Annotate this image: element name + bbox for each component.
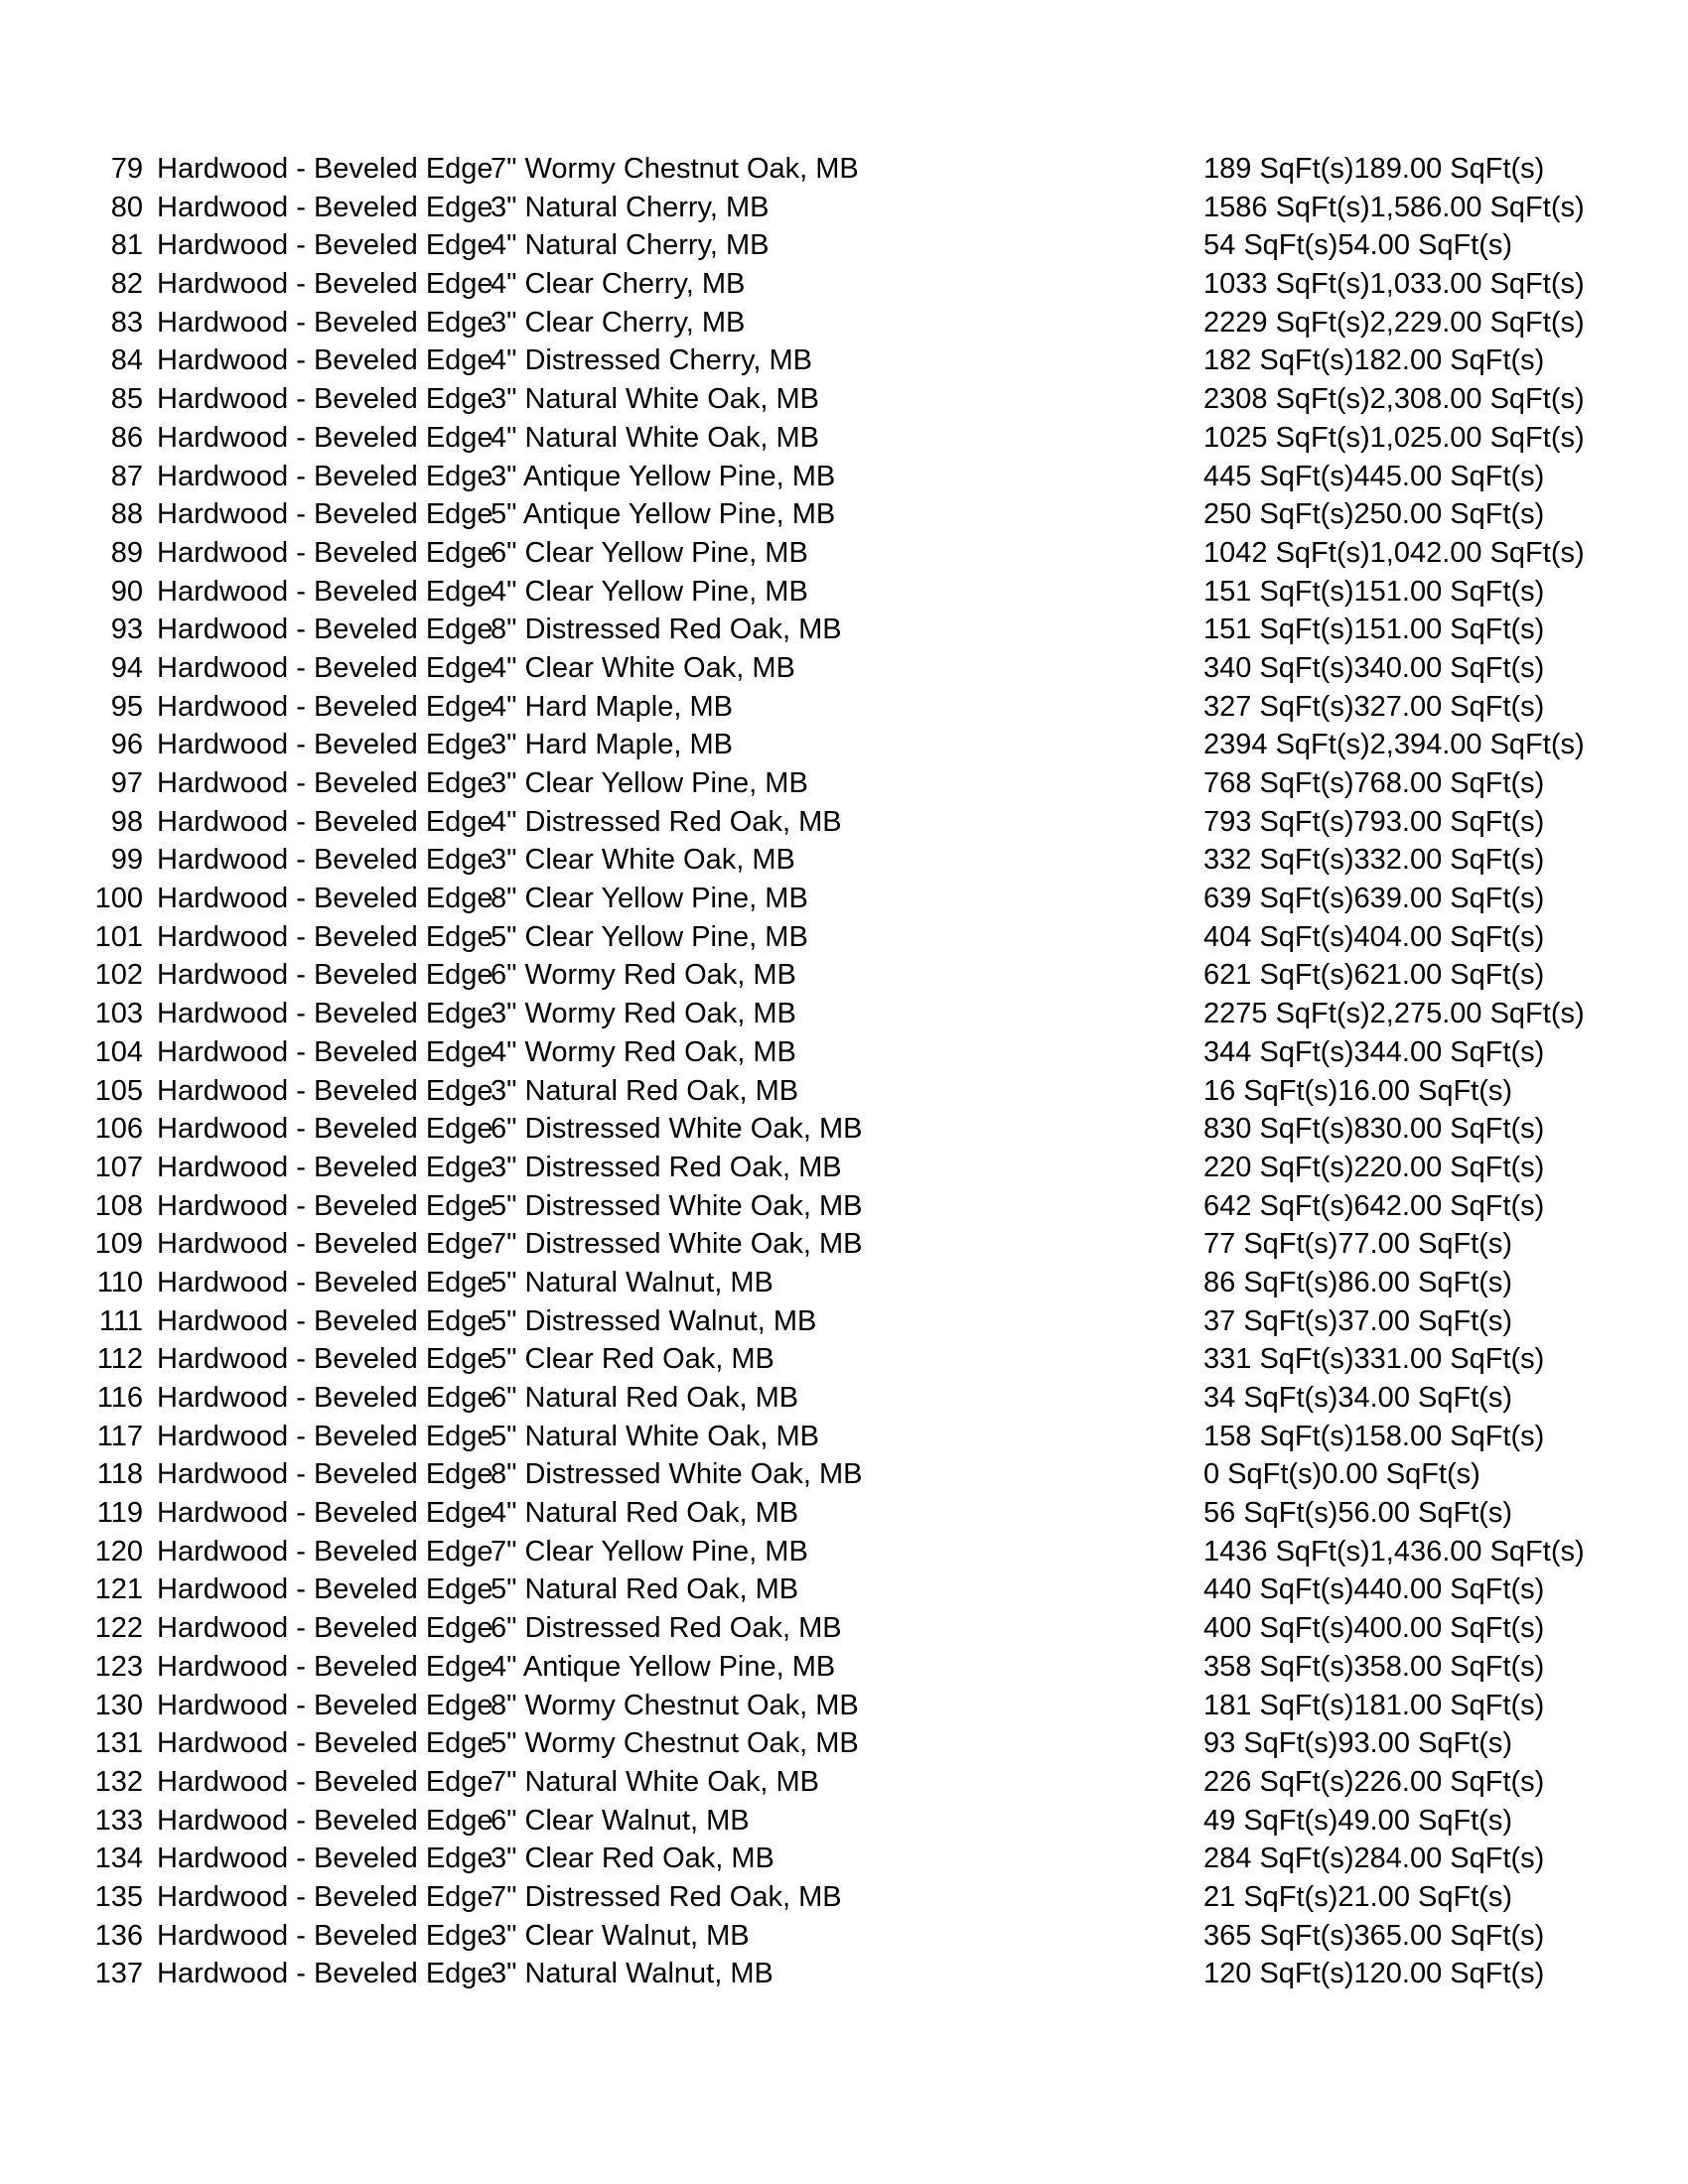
row-description: 8" Distressed Red Oak, MB: [491, 614, 842, 646]
row-number: 81: [110, 229, 143, 262]
row-category: Hardwood - Beveled Edge: [157, 1035, 493, 1068]
row-category: Hardwood - Beveled Edge: [157, 1804, 493, 1837]
row-number: 112: [96, 1343, 143, 1376]
row-quantity: 21 SqFt(s)21.00 SqFt(s): [1203, 1880, 1513, 1913]
row-description: 4" Distressed Cherry, MB: [491, 344, 812, 377]
row-description: 7" Distressed Red Oak, MB: [491, 1880, 842, 1913]
table-row: [0, 573, 1688, 612]
row-quantity: 1042 SqFt(s)1,042.00 SqFt(s): [1203, 536, 1585, 569]
row-description: 5" Distressed White Oak, MB: [491, 1189, 863, 1222]
row-number: 83: [110, 306, 143, 339]
row-quantity: 56 SqFt(s)56.00 SqFt(s): [1203, 1497, 1513, 1530]
row-number: 87: [110, 460, 143, 492]
table-row: [0, 880, 1688, 918]
row-number: 137: [94, 1958, 143, 1990]
table-row: [0, 611, 1688, 649]
row-number: 132: [94, 1765, 143, 1798]
row-category: Hardwood - Beveled Edge: [157, 1650, 493, 1683]
row-description: 6" Clear Yellow Pine, MB: [491, 536, 808, 569]
row-description: 7" Clear Yellow Pine, MB: [491, 1535, 808, 1568]
row-description: 3" Clear White Oak, MB: [491, 844, 795, 877]
row-number: 108: [94, 1189, 143, 1222]
table-row: [0, 265, 1688, 304]
row-quantity: 220 SqFt(s)220.00 SqFt(s): [1203, 1151, 1545, 1183]
row-quantity: 639 SqFt(s)639.00 SqFt(s): [1203, 883, 1545, 915]
row-quantity: 151 SqFt(s)151.00 SqFt(s): [1203, 575, 1545, 608]
row-quantity: 49 SqFt(s)49.00 SqFt(s): [1203, 1804, 1513, 1837]
row-description: 3" Clear Red Oak, MB: [491, 1843, 774, 1875]
row-quantity: 621 SqFt(s)621.00 SqFt(s): [1203, 959, 1545, 992]
row-category: Hardwood - Beveled Edge: [157, 1727, 493, 1760]
row-number: 97: [110, 767, 143, 799]
row-description: 6" Clear Walnut, MB: [491, 1804, 750, 1837]
table-row: [0, 1418, 1688, 1456]
row-quantity: 2394 SqFt(s)2,394.00 SqFt(s): [1203, 729, 1585, 761]
table-row: [0, 1264, 1688, 1302]
table-row: [0, 341, 1688, 380]
row-number: 111: [98, 1304, 143, 1337]
table-row: [0, 841, 1688, 880]
row-number: 117: [96, 1420, 143, 1452]
row-category: Hardwood - Beveled Edge: [157, 1919, 493, 1952]
row-number: 109: [94, 1228, 143, 1261]
row-description: 5" Natural White Oak, MB: [491, 1420, 820, 1452]
row-quantity: 0 SqFt(s)0.00 SqFt(s): [1203, 1458, 1480, 1491]
row-category: Hardwood - Beveled Edge: [157, 344, 493, 377]
row-description: 4" Clear Cherry, MB: [491, 268, 746, 301]
table-row: [0, 1802, 1688, 1841]
row-number: 98: [110, 805, 143, 838]
row-category: Hardwood - Beveled Edge: [157, 844, 493, 877]
row-description: 5" Antique Yellow Pine, MB: [491, 498, 836, 531]
row-category: Hardwood - Beveled Edge: [157, 959, 493, 992]
row-category: Hardwood - Beveled Edge: [157, 1573, 493, 1606]
row-quantity: 400 SqFt(s)400.00 SqFt(s): [1203, 1612, 1545, 1645]
row-description: 4" Clear White Oak, MB: [491, 651, 795, 684]
table-row: [0, 534, 1688, 573]
row-quantity: 1033 SqFt(s)1,033.00 SqFt(s): [1203, 268, 1585, 301]
row-category: Hardwood - Beveled Edge: [157, 536, 493, 569]
row-description: 4" Antique Yellow Pine, MB: [491, 1650, 836, 1683]
row-category: Hardwood - Beveled Edge: [157, 998, 493, 1030]
row-category: Hardwood - Beveled Edge: [157, 1266, 493, 1298]
row-number: 121: [94, 1573, 143, 1606]
row-number: 123: [94, 1650, 143, 1683]
row-description: 4" Hard Maple, MB: [491, 690, 733, 723]
table-row: [0, 956, 1688, 995]
row-category: Hardwood - Beveled Edge: [157, 1535, 493, 1568]
table-row: [0, 726, 1688, 764]
row-category: Hardwood - Beveled Edge: [157, 767, 493, 799]
row-category: Hardwood - Beveled Edge: [157, 268, 493, 301]
row-description: 8" Distressed White Oak, MB: [491, 1458, 863, 1491]
row-quantity: 768 SqFt(s)768.00 SqFt(s): [1203, 767, 1545, 799]
row-quantity: 120 SqFt(s)120.00 SqFt(s): [1203, 1958, 1545, 1990]
row-description: 4" Natural White Oak, MB: [491, 421, 820, 454]
row-number: 134: [94, 1843, 143, 1875]
table-row: [0, 189, 1688, 227]
row-category: Hardwood - Beveled Edge: [157, 690, 493, 723]
table-row: [0, 1724, 1688, 1763]
row-number: 95: [110, 690, 143, 723]
row-category: Hardwood - Beveled Edge: [157, 883, 493, 915]
row-number: 106: [94, 1113, 143, 1146]
row-description: 6" Wormy Red Oak, MB: [491, 959, 796, 992]
row-description: 5" Clear Yellow Pine, MB: [491, 920, 808, 953]
row-category: Hardwood - Beveled Edge: [157, 229, 493, 262]
row-description: 4" Natural Cherry, MB: [491, 229, 770, 262]
table-row: [0, 1648, 1688, 1687]
row-category: Hardwood - Beveled Edge: [157, 1458, 493, 1491]
table-row: [0, 1917, 1688, 1956]
row-number: 136: [94, 1919, 143, 1952]
row-quantity: 830 SqFt(s)830.00 SqFt(s): [1203, 1113, 1545, 1146]
row-category: Hardwood - Beveled Edge: [157, 575, 493, 608]
row-category: Hardwood - Beveled Edge: [157, 1880, 493, 1913]
row-category: Hardwood - Beveled Edge: [157, 1113, 493, 1146]
table-row: [0, 1763, 1688, 1802]
row-number: 88: [110, 498, 143, 531]
row-quantity: 331 SqFt(s)331.00 SqFt(s): [1203, 1343, 1545, 1376]
table-row: [0, 1379, 1688, 1418]
row-description: 3" Clear Cherry, MB: [491, 306, 746, 339]
row-number: 133: [94, 1804, 143, 1837]
table-row: [0, 1687, 1688, 1725]
row-number: 89: [110, 536, 143, 569]
row-category: Hardwood - Beveled Edge: [157, 805, 493, 838]
row-quantity: 181 SqFt(s)181.00 SqFt(s): [1203, 1689, 1545, 1721]
row-category: Hardwood - Beveled Edge: [157, 1420, 493, 1452]
row-number: 82: [110, 268, 143, 301]
row-quantity: 189 SqFt(s)189.00 SqFt(s): [1203, 153, 1545, 185]
row-number: 80: [110, 191, 143, 223]
row-description: 3" Hard Maple, MB: [491, 729, 733, 761]
row-description: 4" Distressed Red Oak, MB: [491, 805, 842, 838]
table-row: [0, 764, 1688, 803]
row-description: 3" Natural White Oak, MB: [491, 383, 820, 416]
row-number: 94: [110, 651, 143, 684]
row-quantity: 86 SqFt(s)86.00 SqFt(s): [1203, 1266, 1513, 1298]
table-row: [0, 1609, 1688, 1648]
row-number: 103: [94, 998, 143, 1030]
row-description: 4" Clear Yellow Pine, MB: [491, 575, 808, 608]
row-quantity: 182 SqFt(s)182.00 SqFt(s): [1203, 344, 1545, 377]
row-quantity: 327 SqFt(s)327.00 SqFt(s): [1203, 690, 1545, 723]
row-quantity: 226 SqFt(s)226.00 SqFt(s): [1203, 1765, 1545, 1798]
row-description: 7" Wormy Chestnut Oak, MB: [491, 153, 859, 185]
row-quantity: 365 SqFt(s)365.00 SqFt(s): [1203, 1919, 1545, 1952]
table-row: [0, 1225, 1688, 1264]
row-description: 6" Distressed Red Oak, MB: [491, 1612, 842, 1645]
table-row: [0, 495, 1688, 534]
row-category: Hardwood - Beveled Edge: [157, 1958, 493, 1990]
row-number: 107: [94, 1151, 143, 1183]
row-number: 102: [94, 959, 143, 992]
table-row: [0, 1340, 1688, 1379]
row-number: 118: [96, 1458, 143, 1491]
row-number: 131: [94, 1727, 143, 1760]
row-quantity: 440 SqFt(s)440.00 SqFt(s): [1203, 1573, 1545, 1606]
row-number: 120: [94, 1535, 143, 1568]
row-description: 6" Natural Red Oak, MB: [491, 1382, 799, 1414]
table-row: [0, 1455, 1688, 1494]
row-quantity: 54 SqFt(s)54.00 SqFt(s): [1203, 229, 1513, 262]
row-number: 104: [94, 1035, 143, 1068]
row-quantity: 93 SqFt(s)93.00 SqFt(s): [1203, 1727, 1513, 1760]
row-quantity: 1025 SqFt(s)1,025.00 SqFt(s): [1203, 421, 1585, 454]
table-row: [0, 419, 1688, 458]
row-quantity: 2275 SqFt(s)2,275.00 SqFt(s): [1203, 998, 1585, 1030]
row-description: 3" Antique Yellow Pine, MB: [491, 460, 836, 492]
row-number: 99: [110, 844, 143, 877]
row-number: 135: [94, 1880, 143, 1913]
inventory-table: [0, 150, 1688, 1993]
row-description: 5" Natural Walnut, MB: [491, 1266, 774, 1298]
row-quantity: 158 SqFt(s)158.00 SqFt(s): [1203, 1420, 1545, 1452]
row-category: Hardwood - Beveled Edge: [157, 1612, 493, 1645]
table-row: [0, 1533, 1688, 1571]
row-category: Hardwood - Beveled Edge: [157, 1765, 493, 1798]
table-row: [0, 226, 1688, 265]
row-category: Hardwood - Beveled Edge: [157, 460, 493, 492]
table-row: [0, 1110, 1688, 1149]
row-quantity: 1436 SqFt(s)1,436.00 SqFt(s): [1203, 1535, 1585, 1568]
row-number: 85: [110, 383, 143, 416]
row-quantity: 2229 SqFt(s)2,229.00 SqFt(s): [1203, 306, 1585, 339]
row-quantity: 2308 SqFt(s)2,308.00 SqFt(s): [1203, 383, 1585, 416]
row-quantity: 16 SqFt(s)16.00 SqFt(s): [1203, 1074, 1513, 1107]
row-description: 3" Natural Walnut, MB: [491, 1958, 774, 1990]
row-category: Hardwood - Beveled Edge: [157, 1228, 493, 1261]
row-quantity: 332 SqFt(s)332.00 SqFt(s): [1203, 844, 1545, 877]
row-quantity: 404 SqFt(s)404.00 SqFt(s): [1203, 920, 1545, 953]
row-category: Hardwood - Beveled Edge: [157, 1843, 493, 1875]
row-description: 5" Distressed Walnut, MB: [491, 1304, 817, 1337]
row-description: 8" Clear Yellow Pine, MB: [491, 883, 808, 915]
row-category: Hardwood - Beveled Edge: [157, 1689, 493, 1721]
row-number: 79: [110, 153, 143, 185]
table-row: [0, 304, 1688, 342]
row-category: Hardwood - Beveled Edge: [157, 1382, 493, 1414]
row-description: 7" Distressed White Oak, MB: [491, 1228, 863, 1261]
row-category: Hardwood - Beveled Edge: [157, 421, 493, 454]
row-description: 5" Natural Red Oak, MB: [491, 1573, 799, 1606]
row-number: 96: [110, 729, 143, 761]
table-row: [0, 1072, 1688, 1111]
row-number: 101: [94, 920, 143, 953]
row-category: Hardwood - Beveled Edge: [157, 1074, 493, 1107]
table-row: [0, 1033, 1688, 1072]
table-row: [0, 918, 1688, 957]
table-row: [0, 150, 1688, 189]
row-description: 3" Natural Cherry, MB: [491, 191, 770, 223]
row-description: 4" Wormy Red Oak, MB: [491, 1035, 796, 1068]
row-category: Hardwood - Beveled Edge: [157, 614, 493, 646]
row-quantity: 250 SqFt(s)250.00 SqFt(s): [1203, 498, 1545, 531]
table-row: [0, 688, 1688, 727]
row-quantity: 445 SqFt(s)445.00 SqFt(s): [1203, 460, 1545, 492]
row-quantity: 793 SqFt(s)793.00 SqFt(s): [1203, 805, 1545, 838]
row-category: Hardwood - Beveled Edge: [157, 191, 493, 223]
row-category: Hardwood - Beveled Edge: [157, 651, 493, 684]
table-row: [0, 803, 1688, 842]
table-row: [0, 1149, 1688, 1187]
row-category: Hardwood - Beveled Edge: [157, 1189, 493, 1222]
row-quantity: 344 SqFt(s)344.00 SqFt(s): [1203, 1035, 1545, 1068]
table-row: [0, 380, 1688, 419]
row-category: Hardwood - Beveled Edge: [157, 1343, 493, 1376]
table-row: [0, 649, 1688, 688]
row-number: 86: [110, 421, 143, 454]
row-number: 130: [94, 1689, 143, 1721]
row-description: 4" Natural Red Oak, MB: [491, 1497, 799, 1530]
table-row: [0, 1955, 1688, 1993]
table-row: [0, 1302, 1688, 1341]
row-quantity: 37 SqFt(s)37.00 SqFt(s): [1203, 1304, 1513, 1337]
row-description: 5" Wormy Chestnut Oak, MB: [491, 1727, 859, 1760]
row-quantity: 77 SqFt(s)77.00 SqFt(s): [1203, 1228, 1513, 1261]
row-number: 90: [110, 575, 143, 608]
row-category: Hardwood - Beveled Edge: [157, 1304, 493, 1337]
row-description: 3" Clear Yellow Pine, MB: [491, 767, 808, 799]
row-number: 122: [94, 1612, 143, 1645]
row-description: 5" Clear Red Oak, MB: [491, 1343, 774, 1376]
row-category: Hardwood - Beveled Edge: [157, 383, 493, 416]
table-row: [0, 995, 1688, 1033]
table-row: [0, 1570, 1688, 1609]
table-row: [0, 1878, 1688, 1917]
row-number: 119: [96, 1497, 143, 1530]
row-description: 3" Clear Walnut, MB: [491, 1919, 750, 1952]
row-number: 84: [110, 344, 143, 377]
row-category: Hardwood - Beveled Edge: [157, 498, 493, 531]
row-quantity: 1586 SqFt(s)1,586.00 SqFt(s): [1203, 191, 1585, 223]
table-row: [0, 1494, 1688, 1533]
row-description: 6" Distressed White Oak, MB: [491, 1113, 863, 1146]
row-category: Hardwood - Beveled Edge: [157, 1497, 493, 1530]
row-description: 7" Natural White Oak, MB: [491, 1765, 820, 1798]
row-number: 100: [94, 883, 143, 915]
table-row: [0, 458, 1688, 496]
row-quantity: 642 SqFt(s)642.00 SqFt(s): [1203, 1189, 1545, 1222]
row-description: 3" Distressed Red Oak, MB: [491, 1151, 842, 1183]
row-description: 8" Wormy Chestnut Oak, MB: [491, 1689, 859, 1721]
row-number: 110: [96, 1266, 143, 1298]
row-number: 105: [94, 1074, 143, 1107]
row-quantity: 34 SqFt(s)34.00 SqFt(s): [1203, 1382, 1513, 1414]
row-quantity: 358 SqFt(s)358.00 SqFt(s): [1203, 1650, 1545, 1683]
row-category: Hardwood - Beveled Edge: [157, 306, 493, 339]
row-number: 93: [110, 614, 143, 646]
row-description: 3" Wormy Red Oak, MB: [491, 998, 796, 1030]
row-number: 116: [96, 1382, 143, 1414]
row-quantity: 340 SqFt(s)340.00 SqFt(s): [1203, 651, 1545, 684]
row-category: Hardwood - Beveled Edge: [157, 153, 493, 185]
row-description: 3" Natural Red Oak, MB: [491, 1074, 799, 1107]
table-row: [0, 1187, 1688, 1226]
row-category: Hardwood - Beveled Edge: [157, 729, 493, 761]
table-row: [0, 1840, 1688, 1878]
row-quantity: 151 SqFt(s)151.00 SqFt(s): [1203, 614, 1545, 646]
row-category: Hardwood - Beveled Edge: [157, 1151, 493, 1183]
row-quantity: 284 SqFt(s)284.00 SqFt(s): [1203, 1843, 1545, 1875]
row-category: Hardwood - Beveled Edge: [157, 920, 493, 953]
